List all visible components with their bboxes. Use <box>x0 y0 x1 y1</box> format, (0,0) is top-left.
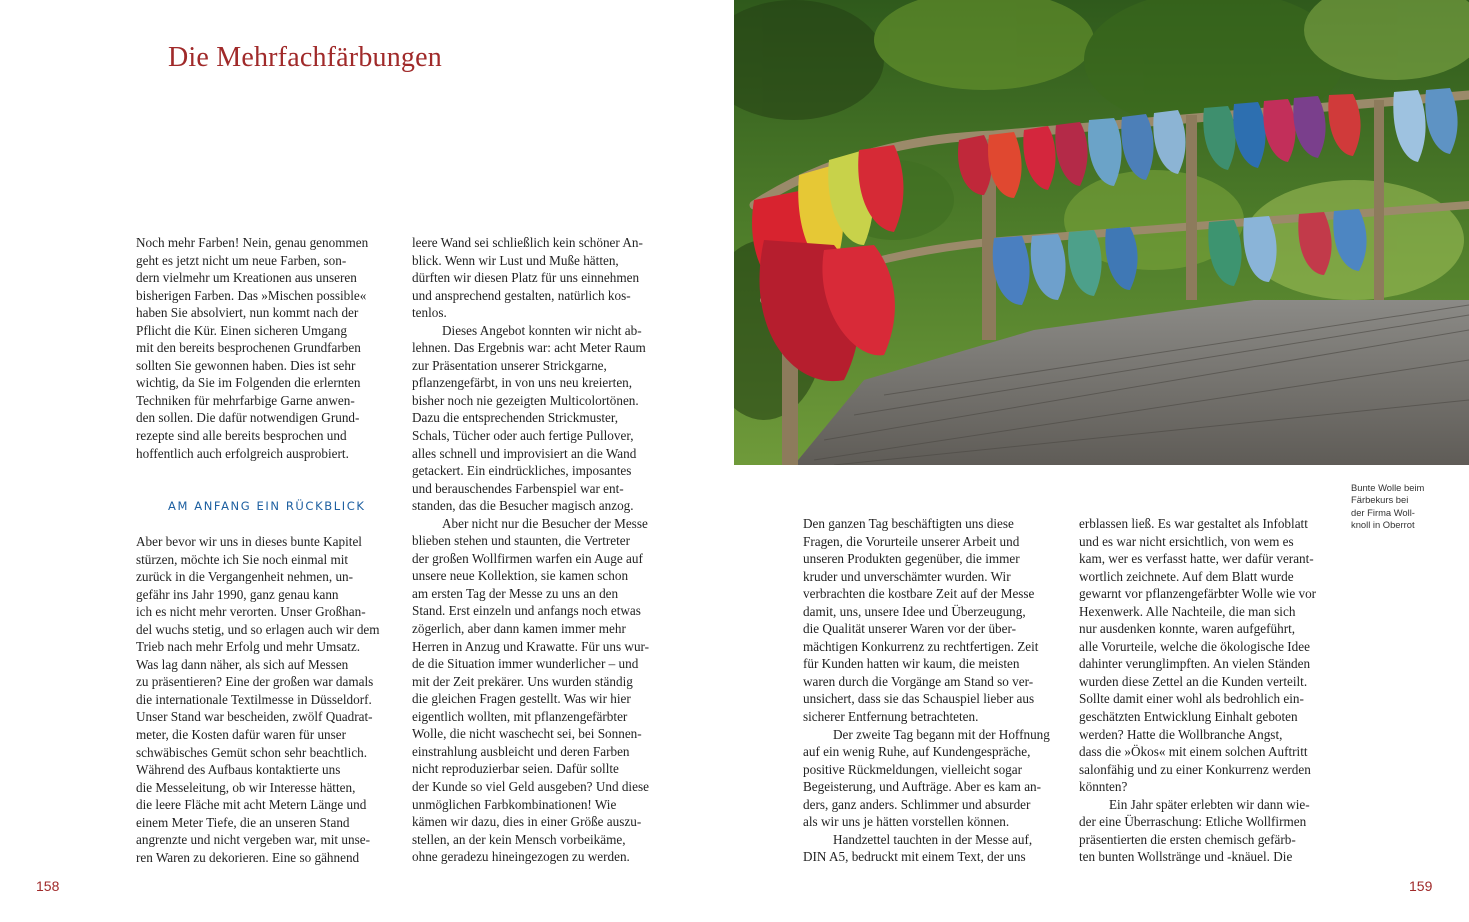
body-paragraph: Der zweite Tag begann mit der Hoffnung auf ein wenig Ruhe, auf Kundengespräche, positive Rückmeldungen, vielleicht sogar Begeisterung, und Aufträge. Aber es kam an- ders, ganz anders. Schlimmer und absurder als wir uns je hätten vorstellen können. <box>803 726 1050 830</box>
section-subheading: AM ANFANG EIN RÜCKBLICK <box>168 499 366 513</box>
body-paragraph: Aber nicht nur die Besucher der Messe blieben stehen und staunten, die Vertreter der großen Wollfirmen warfen ein Auge auf unsere neue Kollektion, sie kamen schon am ersten Tag der Messe zu uns an den Stand. Erst einzeln und anfangs noch etwas zögerlich, aber dann kamen immer mehr Herren in Anzug und Krawatte. Für uns wur- de die Situation immer wunderlicher – und mit der Zeit prekärer. Uns wurden ständig die gleichen Fragen gestellt. Was wir hier eigentlich wollten, mit pflanzengefärbter Wolle, die nicht waschecht sei, bei Sonnen- einstrahlung ausbleicht und deren Farben nicht reproduzierbar seien. Dafür sollte der Kunde so viel Geld ausgeben? Und diese unmöglichen Farbkombinationen! Wie kämen wir dazu, dies in einer Größe auszu- stellen, an der kein Mensch vorbeikäme, ohne geradezu hineingezogen zu werden. <box>412 515 650 865</box>
page-title: Die Mehrfachfärbungen <box>168 42 442 73</box>
page-number-left: 158 <box>36 878 60 894</box>
body-paragraph: Den ganzen Tag beschäftigten uns diese Fragen, die Vorurteile unserer Arbeit und unseren Produkten gegenüber, die immer kruder und unverschämter wurden. Wir verbrachten die kostbare Zeit auf der Messe damit, uns, unsere Idee und Überzeugung, die Qualität unserer Waren vor der über- mächtigen Konkurrenz zu rechtfertigen. Zeit für Kunden hatten wir kaum, die meisten waren durch die Vorgänge am Stand so ver- unsichert, dass sie das Schauspiel lieber aus sicherer Entfernung betrachteten. <box>803 516 1039 725</box>
body-paragraph: Ein Jahr später erlebten wir dann wie- der eine Überraschung: Etliche Wollfirmen präsentierten die ersten chemisch gefärb- ten bunten Wollstränge und -knäuel. Die <box>1079 796 1310 865</box>
intro-paragraph: Noch mehr Farben! Nein, genau genommen geht es jetzt nicht um neue Farben, son- dern vielmehr um Kreationen aus unseren bisherigen Farben. Das »Mischen possible« haben Sie absolviert, nun kommt nach der Pflicht die Kür. Einen sicheren Umgang mit den bereits besprochenen Grundfarben sollten Sie gewonnen haben. Dies ist sehr wichtig, da Sie im Folgenden die erlernten Techniken für mehrfarbige Garne anwen- den sollen. Die dafür notwendigen Grund- rezepte sind alle bereits besprochen und hoffentlich auch erfolgreich ausprobiert. <box>136 235 369 461</box>
column-1-intro <box>136 234 386 462</box>
body-paragraph: Aber bevor wir uns in dieses bunte Kapitel stürzen, möchte ich Sie noch einmal mit zurück in die Vergangenheit nehmen, un- gefähr ins Jahr 1990, ganz genau kann ich es nicht mehr verorten. Unser Großhan- del wuchs stetig, und so erlagen auch wir dem Trieb nach mehr Erfolg und mehr Umsatz. Was lag dann näher, als sich auf Messen zu präsentieren? Eine der großen war damals die internationale Textilmesse in Düsseldorf. Unser Stand war bescheiden, zwölf Quadrat- meter, die Kosten dafür waren für unser schwäbisches Gemüt schon sehr beachtlich. Während des Aufbaus kontaktierte uns die Messeleitung, ob wir Interesse hätten, die leere Fläche mit acht Metern Länge und einem Meter Tiefe, die an unseren Stand angrenzte und nicht vergeben war, mit unse- ren Waren zu dekorieren. Eine so gähnend <box>136 534 380 865</box>
column-2 <box>412 234 662 866</box>
wool-railing-photo <box>734 0 1469 465</box>
body-paragraph: leere Wand sei schließlich kein schöner An- blick. Wenn wir Lust und Muße hätten, dürften wir diesen Platz für uns einnehmen und ansprechend gestalten, natürlich kos- tenlos. <box>412 235 643 321</box>
body-paragraph: Handzettel tauchten in der Messe auf, DIN A5, bedruckt mit einem Text, der uns <box>803 831 1033 865</box>
column-1-body <box>136 533 386 866</box>
column-3 <box>803 515 1053 866</box>
body-paragraph: erblassen ließ. Es war gestaltet als Infoblatt und es war nicht ersichtlich, von wem es kam, wer es verfasst hatte, wer dafür verant- wortlich zeichnete. Auf dem Blatt wurde gewarnt vor pflanzengefärbter Wolle wie vor Hexenwerk. Alle Nachteile, die man sich nur ausdenken konnte, waren aufgeführt, alle Vorurteile, welche die ökologische Idee dahinter verunglimpften. An vielen Ständen wurden diese Zettel an die Kunden verteilt. Sollte damit einer wohl als bedrohlich ein- geschätzten Entwicklung Einhalt geboten werden? Hatte die Wollbranche Angst, dass die »Ökos« mit einem solchen Auftritt salonfähig und zu einer Konkurrenz werden könnten? <box>1079 516 1317 795</box>
body-paragraph: Dieses Angebot konnten wir nicht ab- lehnen. Das Ergebnis war: acht Meter Raum zur Präsentation unserer Strickgarne, pflanzengefärbt, in von uns neu kreierten, bisher noch nie gezeigten Multicolortönen. Dazu die entsprechenden Strickmuster, Schals, Tücher oder auch fertige Pullover, alles schnell und improvisiert an die Wand getackert. Ein eindrückliches, imposantes und berauschendes Farbenspiel war ent- standen, das die Besucher magisch anzog. <box>412 322 646 514</box>
page-number-right: 159 <box>1409 878 1433 894</box>
photo-caption: Bunte Wolle beim Färbekurs bei der Firma Woll- knoll in Oberrot <box>1351 482 1425 531</box>
column-4 <box>1079 515 1337 866</box>
